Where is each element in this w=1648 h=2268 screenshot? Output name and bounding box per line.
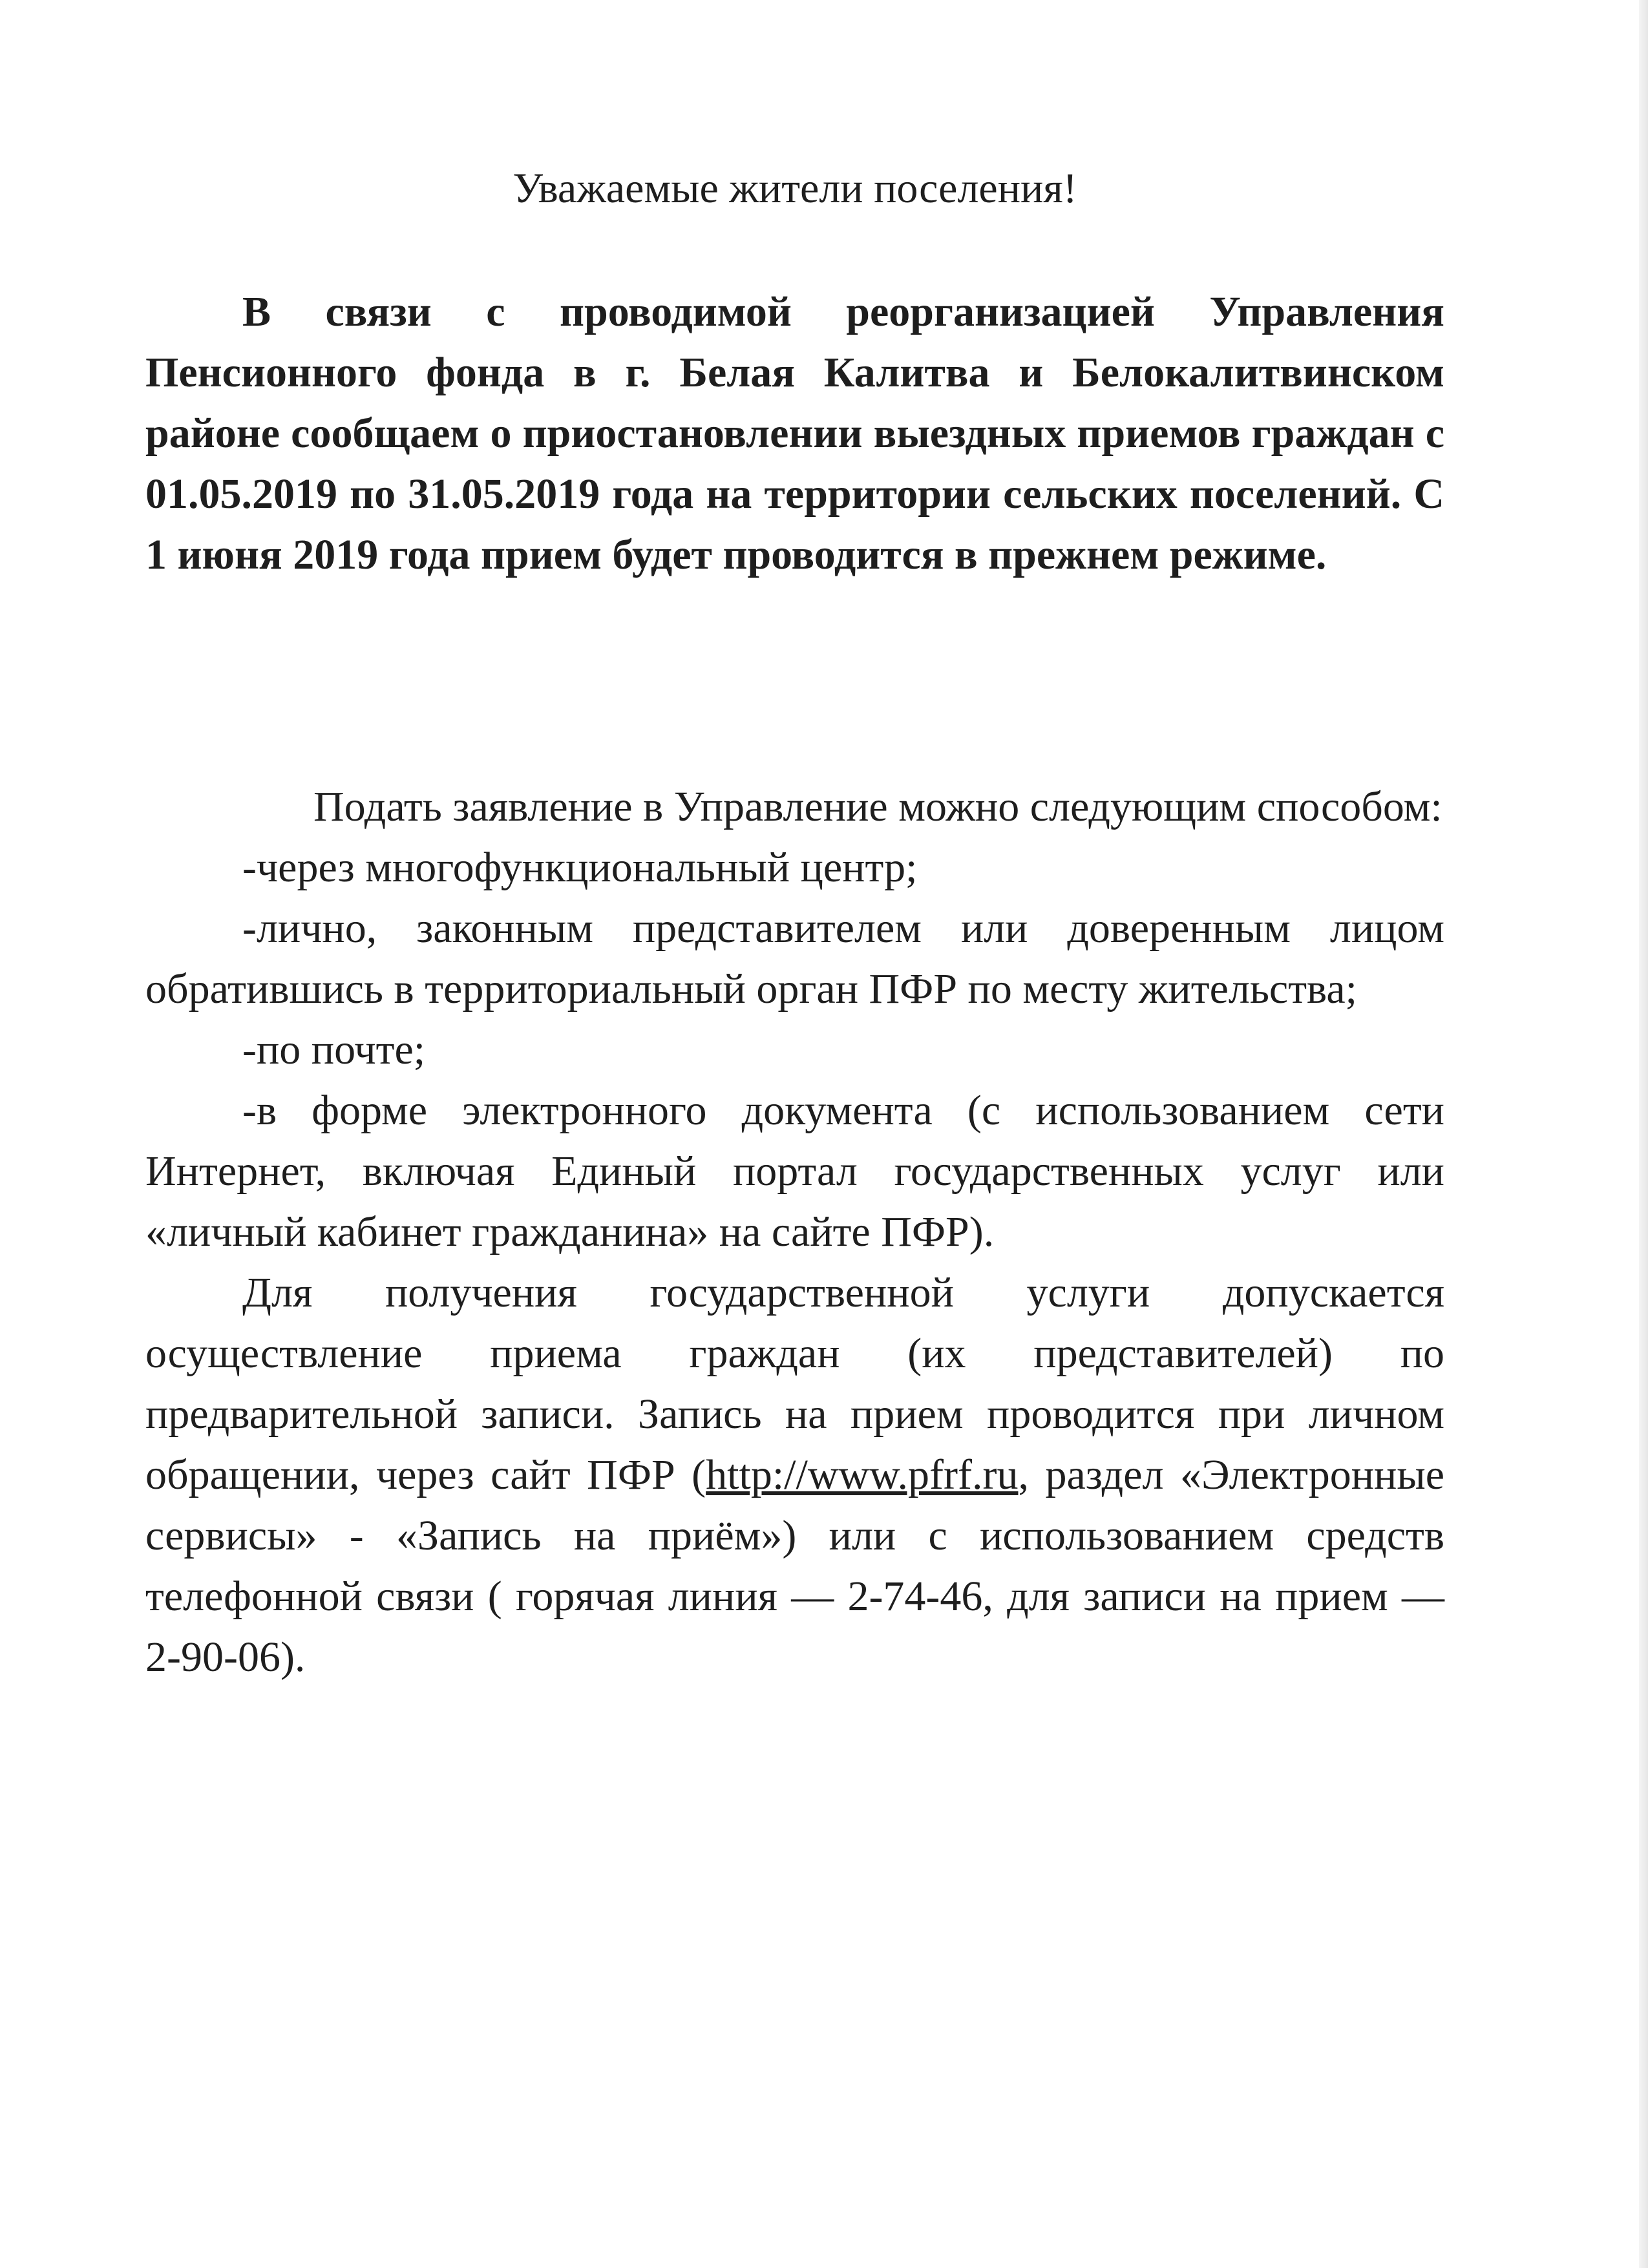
method-item: -через многофункциональный центр; [242,844,918,891]
appointment-text-end: , раздел «Электронные сервисы» - «Запись на приём») или с использованием средств телефонной связи ( горячая линия — 2-74-46, для записи на прием — 2-90-06). [145,1451,1444,1681]
notice-paragraph: В связи с проводимой реорганизацией Управления Пенсионного фонда в г. Белая Калитва и Белокалитвинском районе сообщаем о приостановлении выездных приемов граждан с 01.05.2019 по 31.05.2019 года на территории сельских поселений. С 1 июня 2019 года прием будет проводится в прежнем режиме. [145,288,1444,578]
method-item: -в форме электронного документа (с использованием сети Интернет, включая Единый портал государственных услуг или «личный кабинет гражданина» на сайте ПФР). [145,1087,1444,1255]
appointment-paragraph [145,1263,1444,1688]
appointment-text-start: Для получения государственной услуги допускается осуществление приема граждан (их представителей) по предварительной записи. Запись на прием проводится при личном обращении, через сайт ПФР ( [145,1269,1444,1498]
scan-edge [1639,0,1648,2268]
pfr-website-link[interactable]: http://www.pfrf.ru [706,1451,1019,1498]
document-title: Уважаемые жители поселения! [512,165,1077,212]
document-body [145,777,1444,1688]
method-item: -лично, законным представителем или доверенным лицом обратившись в территориальный орган ПФР по месту жительства; [145,905,1444,1013]
intro-paragraph: Подать заявление в Управление можно следующим способом: [313,783,1442,830]
method-item: -по почте; [242,1026,426,1073]
